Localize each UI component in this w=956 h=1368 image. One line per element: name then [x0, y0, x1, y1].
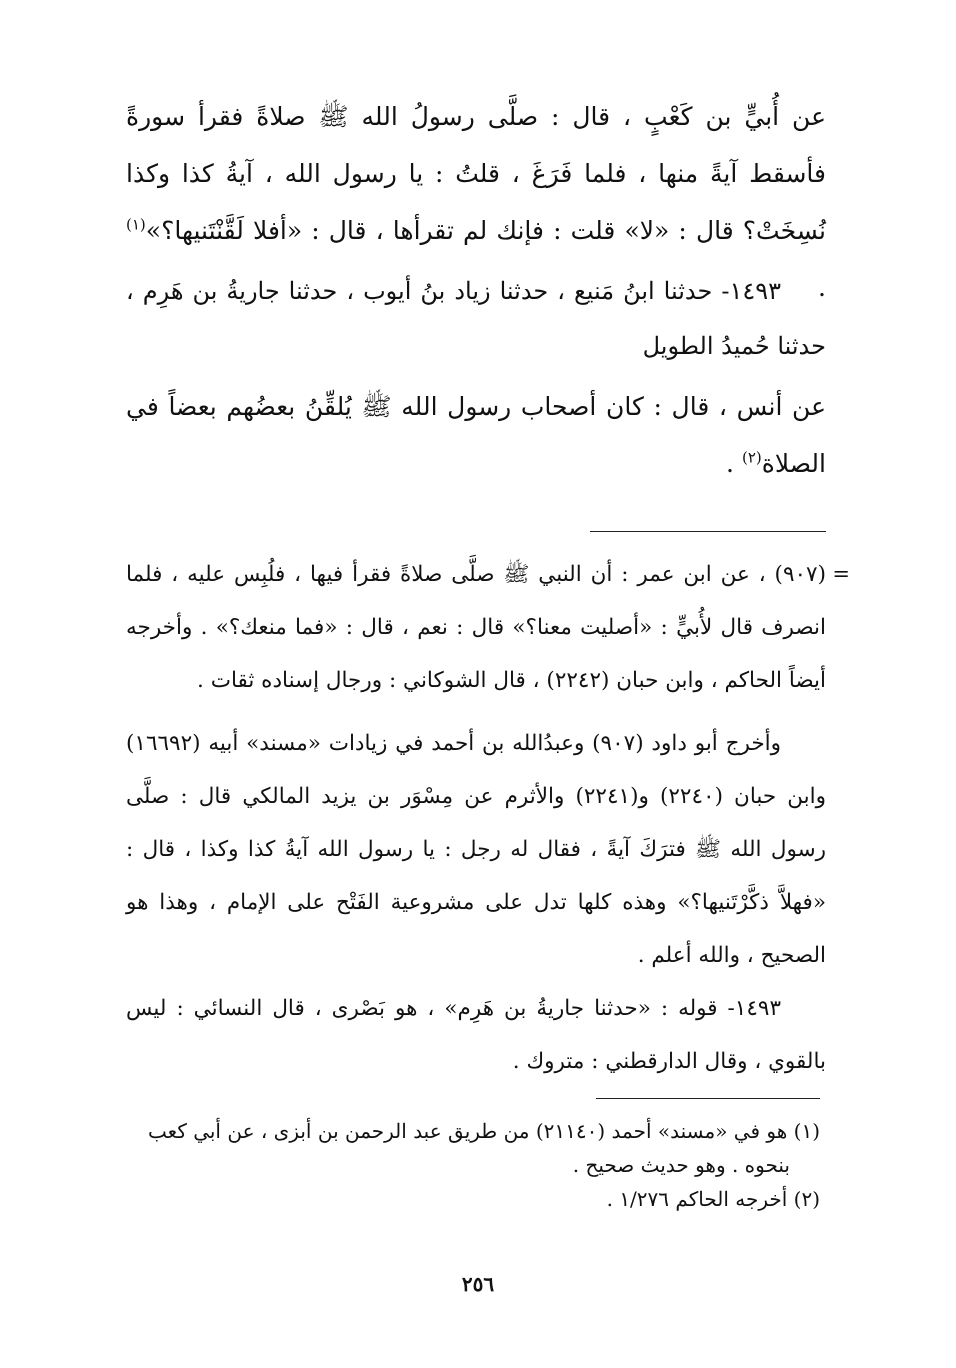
main-line: عن أُبيٍّ بن كَعْبٍ ، قال : صلَّى رسولُ الله ﷺ صلاةً فقرأ سورةً [126, 102, 826, 131]
page-number: ٢٥٦ [461, 1272, 495, 1296]
isnad-line: ١٤٩٣- حدثنا ابنُ مَنيع ، حدثنا زياد بنُ أيوب ، حدثنا جاريةُ بن هَرِم ، [126, 277, 781, 305]
commentary-line: (١٦٦٩٢) وابن حبان (٢٢٤٠) و(٢٢٤١) والأثرم عن مِسْوَر بن يزيد المالكي [126, 731, 826, 809]
footnote-line: بنحوه . وهو حديث صحيح . [572, 1153, 790, 1177]
commentary-line: قال : صلَّى رسول الله ﷺ فترَكَ آيةً ، فقال له رجل : يا رسول الله آيةُ كذا وكذا ، [126, 784, 826, 862]
footnote-ref-2: (٢) [741, 448, 762, 467]
commentary-line: بالقوي ، وقال الدارقطني : متروك . [512, 1049, 826, 1074]
footnote-1 [120, 1114, 820, 1148]
hadith-1493-isnad [126, 264, 826, 374]
hadith-1493-body [126, 378, 826, 492]
isnad-line: حدثنا حُميدُ الطويل [642, 332, 826, 360]
continuation-mark: = [832, 562, 850, 586]
commentary-line: انصرف قال لأُبيٍّ : «أصليت معنا؟» قال : نعم ، قال : «فما منعك؟» . وأخرجه [126, 615, 826, 640]
footnotes-separator [596, 1098, 820, 1099]
main-line: فأسقط آيةً منها ، فلما فَرَغَ ، قلتُ : يا رسول الله ، آيةُ كذا وكذا [126, 159, 826, 188]
commentary-line: أيضاً الحاكم ، وابن حبان (٢٢٤٢) ، قال الشوكاني : ورجال إسناده ثقات . [197, 668, 826, 693]
commentary-para-3 [126, 982, 826, 1088]
commentary-para-2 [126, 717, 826, 982]
commentary-line: ١٤٩٣- قوله : «حدثنا جاريةُ بن هَرِم» ، هو بَصْرى ، قال النسائي : ليس [126, 996, 781, 1021]
footnote-2 [120, 1182, 820, 1216]
commentary-separator [590, 531, 826, 532]
commentary-line: قال : «فهلاَّ ذكَّرْتَنيها؟» وهذه كلها تدل على مشروعية الفَتْح على الإمام ، وهذا [126, 837, 826, 915]
main-line: نُسِخَتْ؟ قال : «لا» قلت : فإنك لم تقرأها ، قال : «أفلا لَقَّنْتَنيها؟» [145, 216, 826, 245]
commentary-para-1 [126, 548, 826, 707]
commentary-line: وأخرج أبو داود (٩٠٧) وعبدُالله بن أحمد في زيادات «مسند» أبيه [208, 731, 781, 756]
commentary-line: (٩٠٧) ، عن ابن عمر : أن النبي ﷺ صلَّى صلاةً فقرأ فيها ، فلُبِس عليه ، فلما [126, 562, 826, 587]
main-line: عن أنس ، قال : كان أصحاب رسول الله ﷺ يُلقِّنُ بعضُهم بعضاً [168, 392, 826, 421]
footnote-line: (١) هو في «مسند» أحمد (٢١١٤٠) من طريق عبد الرحمن بن أبزى ، عن أبي كعب [148, 1119, 820, 1143]
commentary-block [126, 548, 850, 1088]
footnote-line: (٢) أخرجه الحاكم ١/٢٧٦ . [606, 1187, 820, 1211]
footnote-1-continuation [120, 1148, 820, 1182]
main-line-end: . [818, 273, 826, 302]
footnotes-block [120, 1114, 820, 1216]
commentary-line: هو الصحيح ، والله أعلم . [126, 890, 826, 968]
main-line-end: . [726, 449, 742, 478]
footnote-ref-1: (١) [126, 215, 146, 234]
hadith-1493-matn [126, 378, 826, 492]
main-line: في الصلاة [126, 392, 826, 478]
